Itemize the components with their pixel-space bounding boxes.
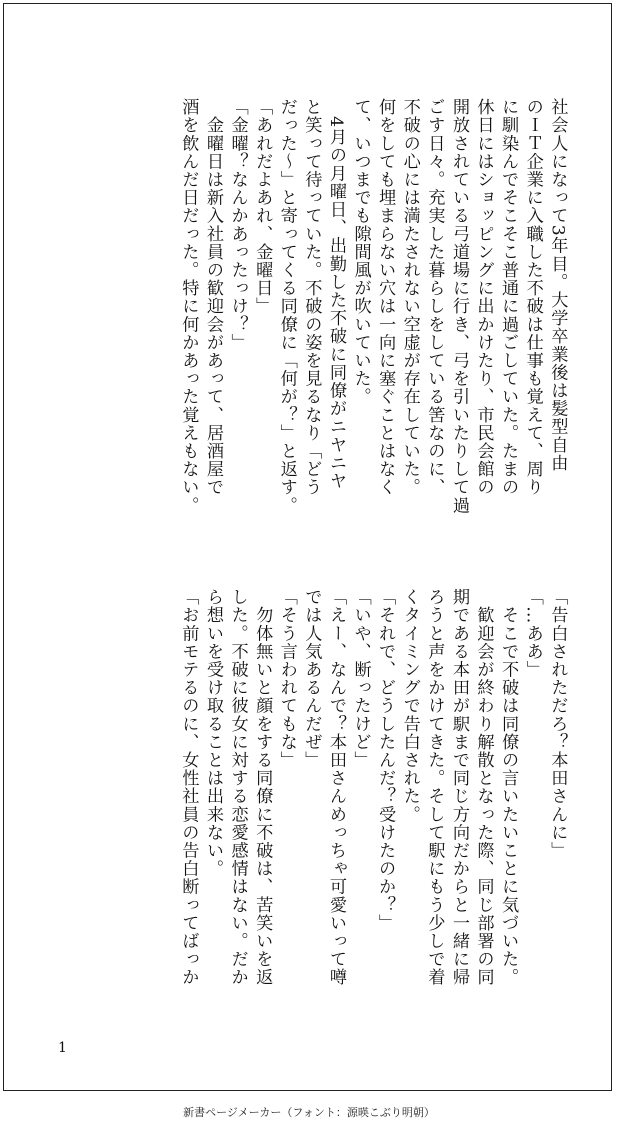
text-column: [495, 98, 520, 546]
text-line: 4月の月曜日、出勤した不破に同僚がニヤニヤ: [325, 98, 346, 490]
text-block-bottom: [176, 588, 570, 1006]
text-line: ごす日々。充実した暮らしをしている筈なのに、: [424, 98, 445, 497]
text-column: [225, 98, 250, 546]
text-column: [544, 588, 569, 1006]
text-column: [323, 588, 348, 1006]
text-column: [298, 98, 323, 546]
text-line: では人気あるんだぜ」: [301, 588, 322, 769]
text-line: 休日にはショッピングに出かけたり、市民会館の: [473, 98, 494, 497]
text-line: 「えー、なんで？本田さんめっちゃ可愛いって噂: [325, 588, 346, 987]
book-page: [3, 3, 612, 1091]
text-column: [544, 98, 569, 546]
text-line: 期である本田が駅まで同じ方向だからと一緒に帰: [448, 588, 469, 987]
text-line: て、いつまでも隙間風が吹いていた。: [350, 98, 371, 406]
text-column: [372, 588, 397, 1006]
text-line: 「それで、どうしたんだ？受けたのか？」: [375, 588, 396, 932]
text-column: [421, 98, 446, 546]
text-column: [323, 98, 348, 546]
text-column: [200, 98, 225, 546]
text-line: 何をしても埋まらない穴は一向に塞ぐことはなく: [375, 98, 396, 497]
text-line: 開放されている弓道場に行き、弓を引いたりして過: [448, 98, 469, 515]
text-line: 不破の心には満たされない空虚が存在していた。: [399, 98, 420, 497]
text-column: [471, 588, 496, 1006]
text-column: [348, 588, 373, 1006]
text-line: 「お前モテるのに、女性社員の告白断ってばっか: [178, 588, 199, 987]
text-line: 酒を飲んだ日だった。特に何かあった覚えもない。: [178, 98, 199, 515]
text-line: 社会人になって3年目。大学卒業後は髪型自由: [547, 98, 568, 472]
text-column: [274, 588, 299, 1006]
text-line: 「あれだよあれ、金曜日」: [252, 98, 273, 316]
text-line: 「そう言われてもな」: [276, 588, 297, 769]
text-line: ろうと声をかけてきた。そして駅にもう少しで着: [424, 588, 445, 987]
text-line: 勿体無いと顔をする同僚に不破は、苦笑いを返: [252, 588, 273, 987]
text-column: [471, 98, 496, 546]
text-column: [446, 588, 471, 1006]
text-line: 「金曜？なんかあったっけ？」: [227, 98, 248, 352]
text-column: [176, 98, 201, 546]
text-column: [225, 588, 250, 1006]
text-block-top: [176, 98, 570, 546]
text-line: 金曜日は新入社員の歓迎会があって、居酒屋で: [202, 98, 223, 497]
text-line: に馴染んでそこそこ普通に過ごしていた。たまの: [498, 98, 519, 497]
text-column: [397, 588, 422, 1006]
text-column: [421, 588, 446, 1006]
text-column: [372, 98, 397, 546]
text-column: [397, 98, 422, 546]
text-line: 歓迎会が終わり解散となった際、同じ部署の同: [473, 588, 494, 987]
text-column: [274, 98, 299, 546]
text-column: [200, 588, 225, 1006]
text-column: [446, 98, 471, 546]
text-line: ら想いを受け取ることは出来ない。: [202, 588, 223, 878]
text-column: [249, 98, 274, 546]
text-line: と笑って待っていた。不破の姿を見るなり「どう: [301, 98, 322, 497]
text-column: [298, 588, 323, 1006]
text-column: [176, 588, 201, 1006]
text-line: のＩＴ企業に入職した不破は仕事も覚えて、周り: [522, 98, 543, 497]
text-column: [249, 588, 274, 1006]
text-column: [348, 98, 373, 546]
text-line: くタイミングで告白された。: [399, 588, 420, 824]
text-line: 「告白されただろ？本田さんに」: [547, 588, 568, 860]
text-line: 「…ああ」: [522, 588, 543, 679]
text-line: だった〜」と寄ってくる同僚に「何が？」と返す。: [276, 98, 297, 515]
text-line: した。不破に彼女に対する恋愛感情はない。だか: [227, 588, 248, 987]
text-column: [495, 588, 520, 1006]
text-line: そこで不破は同僚の言いたいことに気づいた。: [498, 588, 519, 987]
text-column: [520, 588, 545, 1006]
footer-caption: 新書ページメーカー（フォント：源暎こぶり明朝）: [183, 1106, 435, 1119]
page-number: 1: [58, 1040, 67, 1056]
text-column: [520, 98, 545, 546]
text-line: 「いや、断ったけど」: [350, 588, 371, 769]
